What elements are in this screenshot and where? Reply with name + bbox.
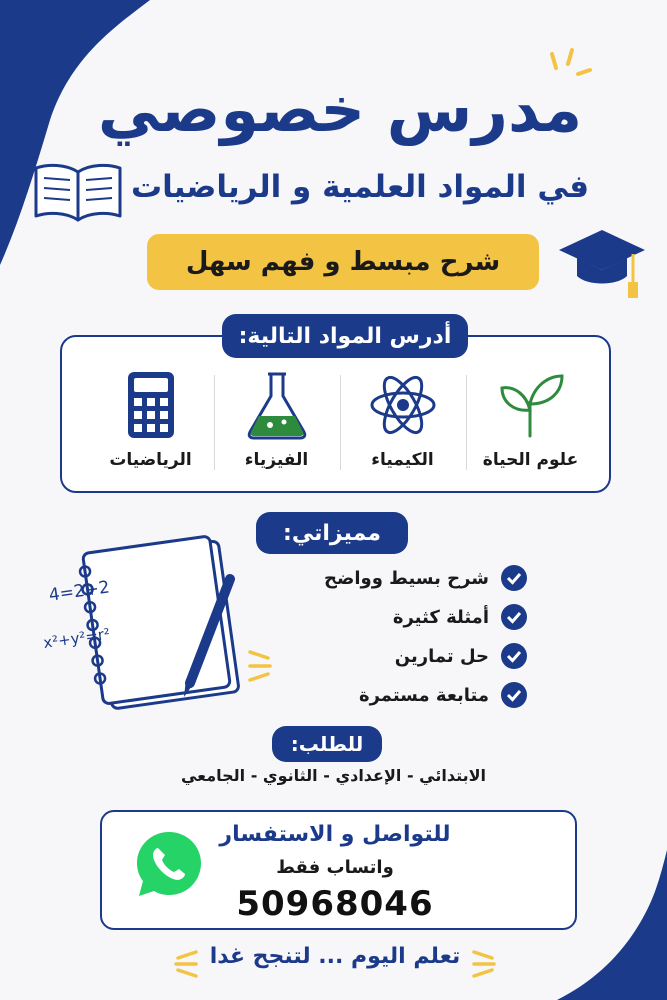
flask-icon	[242, 370, 312, 440]
check-circle-icon	[501, 604, 527, 630]
feature-label: شرح بسيط وواضح	[323, 567, 489, 589]
subject-physics	[214, 360, 339, 480]
feature-item	[267, 563, 527, 593]
graduation-cap-icon	[557, 226, 647, 302]
atom-icon	[368, 370, 438, 440]
book-icon	[32, 158, 124, 224]
slogan: تعلم اليوم ... لتنجح غدا	[209, 944, 461, 969]
subject-biology	[468, 360, 593, 480]
tagline-banner	[147, 234, 539, 290]
feature-item	[267, 680, 527, 710]
divider	[466, 375, 467, 470]
levels-heading: للطلب:	[272, 726, 382, 762]
feature-label: متابعة مستمرة	[358, 684, 489, 706]
feature-item	[267, 602, 527, 632]
sparkle-icon	[470, 948, 498, 980]
notebook-line-1: 2+2=4	[47, 577, 111, 606]
feature-item	[267, 641, 527, 671]
sparkle-icon	[172, 948, 200, 980]
notebook-line-2: x²+y²=r²	[42, 624, 112, 652]
plant-icon	[496, 370, 566, 440]
feature-label: حل تمارين	[394, 645, 489, 667]
page-title: مدرس خصوصي	[97, 73, 583, 146]
subject-label: الفيزياء	[244, 450, 309, 470]
phone-number[interactable]: 50968046	[236, 884, 434, 924]
check-circle-icon	[501, 565, 527, 591]
tagline-text: شرح مبسط و فهم سهل	[185, 247, 501, 277]
subject-math	[88, 360, 213, 480]
subject-label: الكيمياء	[371, 450, 434, 470]
whatsapp-icon[interactable]	[133, 828, 205, 900]
divider	[340, 375, 341, 470]
levels-text: الابتدائي - الإعدادي - الثانوي - الجامعي	[180, 766, 487, 785]
contact-subtitle: واتساب فقط	[276, 857, 394, 878]
divider	[214, 375, 215, 470]
subject-label: الرياضيات	[109, 450, 192, 470]
contact-title: للتواصل و الاستفسار	[219, 822, 451, 847]
subject-label: علوم الحياة	[482, 450, 579, 470]
subtitle: في المواد العلمية و الرياضيات	[130, 169, 589, 205]
subjects-heading: أدرس المواد التالية:	[222, 314, 468, 358]
subject-chemistry	[340, 360, 465, 480]
check-circle-icon	[501, 643, 527, 669]
features-heading: مميزاتي:	[256, 512, 408, 554]
feature-label: أمثلة كثيرة	[392, 606, 489, 628]
calculator-icon	[116, 370, 186, 440]
check-circle-icon	[501, 682, 527, 708]
